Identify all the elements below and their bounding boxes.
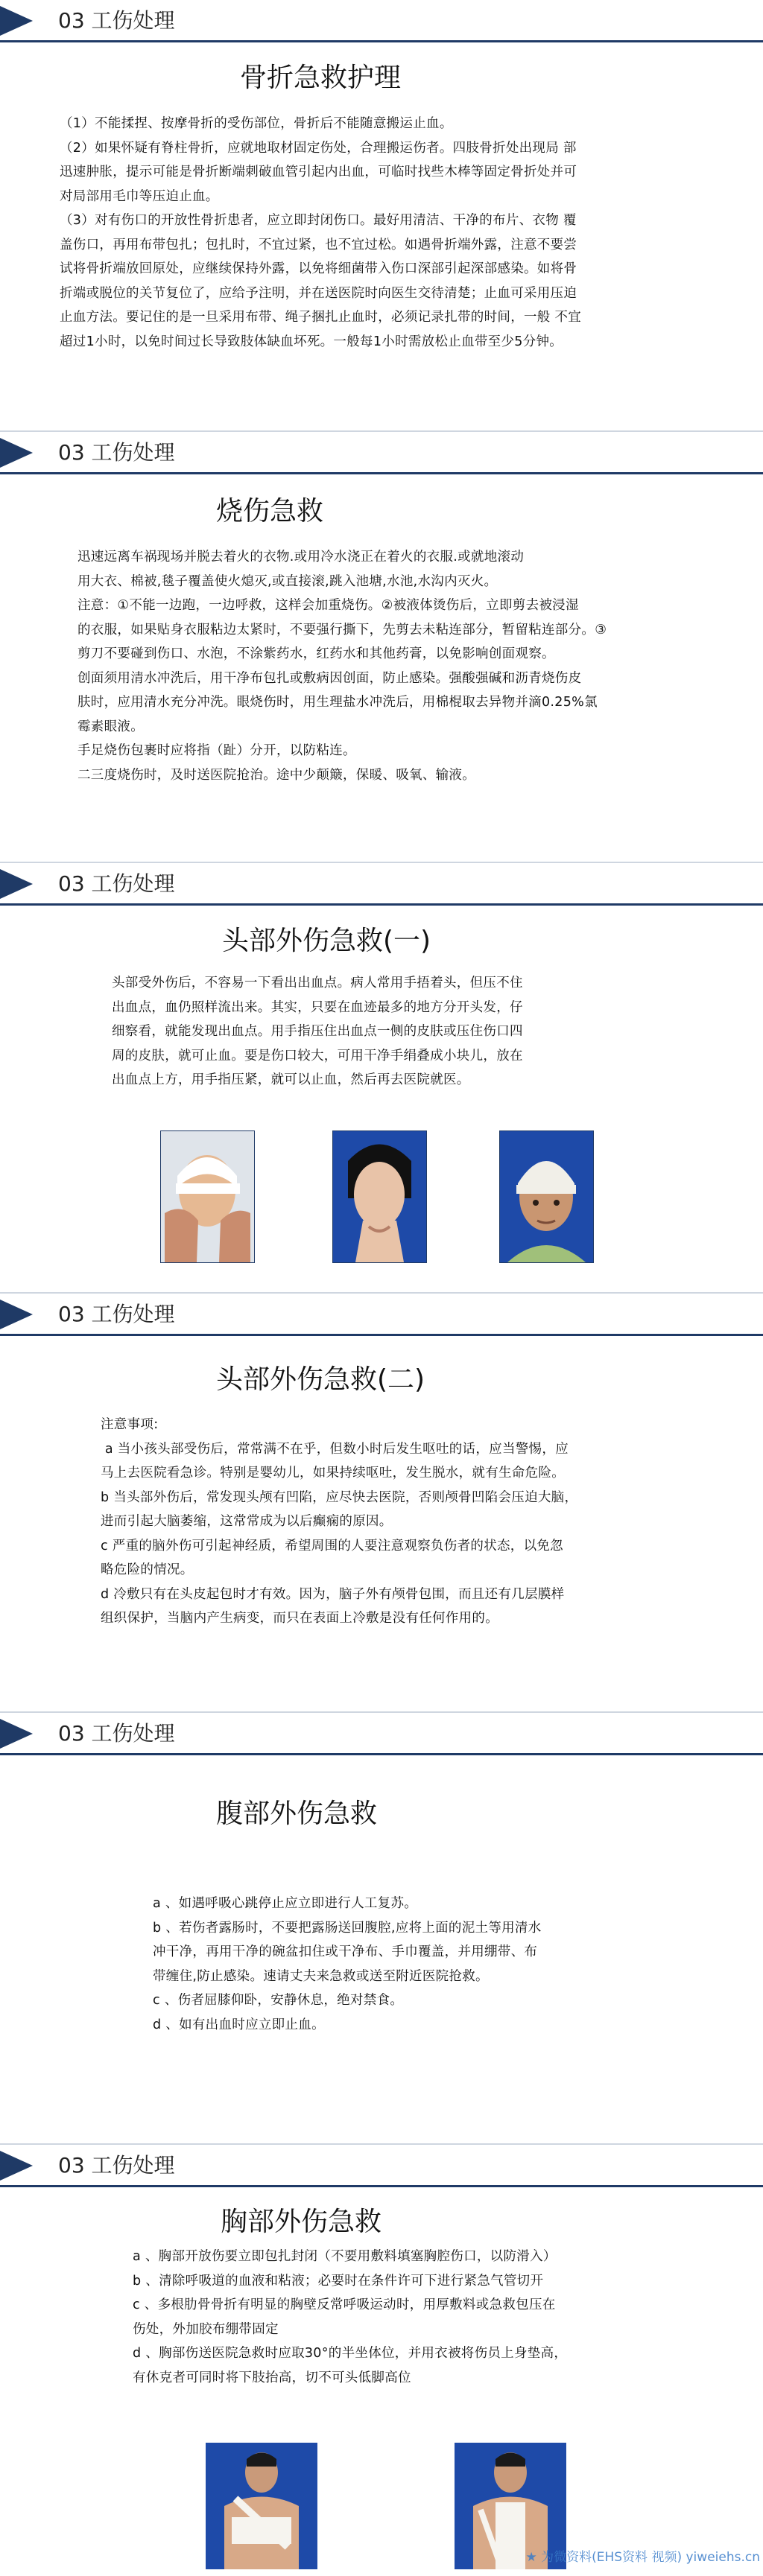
header-divider (0, 903, 763, 906)
slide-title: 腹部外伤急救 (216, 1799, 378, 1829)
section-label: 03 工伤处理 (58, 1721, 175, 1746)
slide-title: 头部外伤急救(二) (216, 1364, 425, 1395)
head-wrap-photo (499, 1130, 594, 1263)
head-bandage-photo (160, 1130, 255, 1263)
slide-fracture (0, 0, 763, 417)
header-triangle (0, 2151, 33, 2181)
slide-header (0, 1294, 763, 1338)
header-triangle (0, 1300, 33, 1329)
section-label: 03 工伤处理 (58, 871, 175, 896)
slide-header (0, 2145, 763, 2189)
header-triangle (0, 438, 33, 468)
section-label: 03 工伤处理 (58, 440, 175, 465)
header-divider (0, 1753, 763, 1755)
slide-title: 骨折急救护理 (240, 63, 402, 93)
section-label: 03 工伤处理 (58, 8, 175, 33)
section-label: 03 工伤处理 (58, 2153, 175, 2178)
watermark: ★ 为微资料(EHS资料 视频) yiweiehs.cn (525, 2550, 760, 2565)
header-triangle (0, 6, 33, 36)
slide-head-injury-2 (0, 1292, 763, 1705)
header-divider (0, 2185, 763, 2187)
slide-chest-injury (0, 2143, 763, 2576)
slide-body: （1）不能揉捏、按摩骨折的受伤部位，骨折后不能随意搬运止血。 （2）如果怀疑有脊柱骨折，应就地取材固定伤处，合理搬运伤者。四肢骨折处出现局 部 迅速肿胀，提示可能是骨折断端刺破血管引起内出血，可临时找些木棒等固定骨折处并可 对局部用毛巾等压迫止血。 （3）对有伤口的开放性骨折患者，应立即封闭伤口。最好用清洁、干净的布片、衣物 覆 盖伤口，再用布带包扎；包扎时，不宜过紧，也不宜过松。如遇骨折端外露，注意不要尝 试将骨折端放回原处，应继续保持外露，以免将细菌带入伤口深部引起深部感染。如将骨 折端或脱位的关节复位了，应给予注明，并在送医院时向医生交待清楚；止血可采用压迫 止血方法。要记住的是一旦采用布带、绳子捆扎止血时，必须记录扎带的时间，一般 不宜 超过1小时，以免时间过长导致肢体缺血坏死。一般每1小时需放松止血带至少5分钟。 (60, 116, 582, 349)
slide-title: 胸部外伤急救 (221, 2207, 382, 2237)
slide-body: a 、如遇呼吸心跳停止应立即进行人工复苏。 b 、若伤者露肠时，不要把露肠送回腹腔,应将上面的泥土等用清水 冲干净，再用干净的碗盆扣住或干净布、手巾覆盖，并用绷带、布 带缠住,防止感染。速请丈夫来急救或送至附近医院抢救。 c 、伤者屈膝仰卧，安静休息，绝对禁食。 d 、如有出血时应立即止血。 (153, 1896, 542, 2032)
slide-head-injury-1 (0, 862, 763, 1288)
slide-abdominal-injury (0, 1711, 763, 2137)
header-triangle (0, 1719, 33, 1749)
header-divider (0, 40, 763, 42)
section-label: 03 工伤处理 (58, 1302, 175, 1326)
header-divider (0, 472, 763, 474)
header-divider (0, 1334, 763, 1336)
chest-bandage-photo-front (206, 2443, 317, 2569)
slide-body: a 、胸部开放伤要立即包扎封闭（不要用敷料填塞胸腔伤口，以防滑入） b 、清除呼吸道的血液和粘液；必要时在条件许可下进行紧急气管切开 c 、多根肋骨骨折有明显的胸壁反常呼吸运动时，用厚敷料或急救包压在 伤处，外加胶布绷带固定 d 、胸部伤送医院急救时应取30°的半坐体位，并用衣被将伤员上身垫高， 有休克者可同时将下肢抬高，切不可头低脚高位 (133, 2249, 568, 2385)
slide-body: 头部受外伤后，不容易一下看出出血点。病人常用手捂着头，但压不住 出血点，血仍照样流出来。其实，只要在血迹最多的地方分开头发，仔 细察看，就能发现出血点。用手指压住出血点一侧的皮肤或压住伤口四 周的皮肤，就可止血。要是伤口较大，可用干净手绢叠成小块儿，放在 出血点上方，用手指压紧，就可以止血，然后再去医院就医。 (112, 976, 523, 1087)
slide-burn (0, 430, 763, 855)
slide-body: 注意事项: a 当小孩头部受伤后，常常满不在乎，但数小时后发生呕吐的话，应当警惕，应 马上去医院看急诊。特别是婴幼儿，如果持续呕吐，发生脱水，就有生命危险。 b 当头部外伤后，常发现头颅有凹陷，应尽快去医院，否则颅骨凹陷会压迫大脑， 进而引起大脑萎缩，这常常成为以后癫痫的原因。 c 严重的脑外伤可引起神经质，希望周围的人要注意观察负伤者的状态，以免忽 略危险的情况。 d 冷敷只有在头皮起包时才有效。因为，脑子外有颅骨包围，而且还有几层膜样 组织保护，当脑内产生病变，而只在表面上冷敷是没有任何作用的。 (101, 1417, 578, 1626)
slide-header (0, 863, 763, 908)
neck-pressure-photo (332, 1130, 427, 1263)
header-triangle (0, 869, 33, 899)
slide-title: 头部外伤急救(一) (222, 926, 431, 956)
slide-title: 烧伤急救 (216, 496, 324, 527)
slide-header (0, 432, 763, 477)
slide-body: 迅速远离车祸现场并脱去着火的衣物.或用冷水浇正在着火的衣服.或就地滚动 用大衣、棉被,毯子覆盖使火熄灭,或直接滚,跳入池塘,水池,水沟内灭火。 注意：①不能一边跑，一边呼救，这样会加重烧伤。②被液体烫伤后，立即剪去被浸湿 的衣服，如果贴身衣服粘边太紧时，不要强行撕下，先剪去未粘连部分，暂留粘连部分。③ 剪刀不要碰到伤口、水泡，不涂紫药水，红药水和其他药膏，以免影响创面观察。 创面须用清水冲洗后，用干净布包扎或敷病因创面，防止感染。强酸强碱和沥青烧伤皮 肤时，应用清水充分冲洗。眼烧伤时，用生理盐水冲洗后，用棉棍取去异物并滴0.25%氯 霉素眼液。 手足烧伤包裹时应将指（趾）分开，以防粘连。 二三度烧伤时，及时送医院抢治。途中少颠簸，保暖、吸氧、输液。 (77, 550, 607, 783)
slide-header (0, 1713, 763, 1758)
slide-header (0, 0, 763, 45)
